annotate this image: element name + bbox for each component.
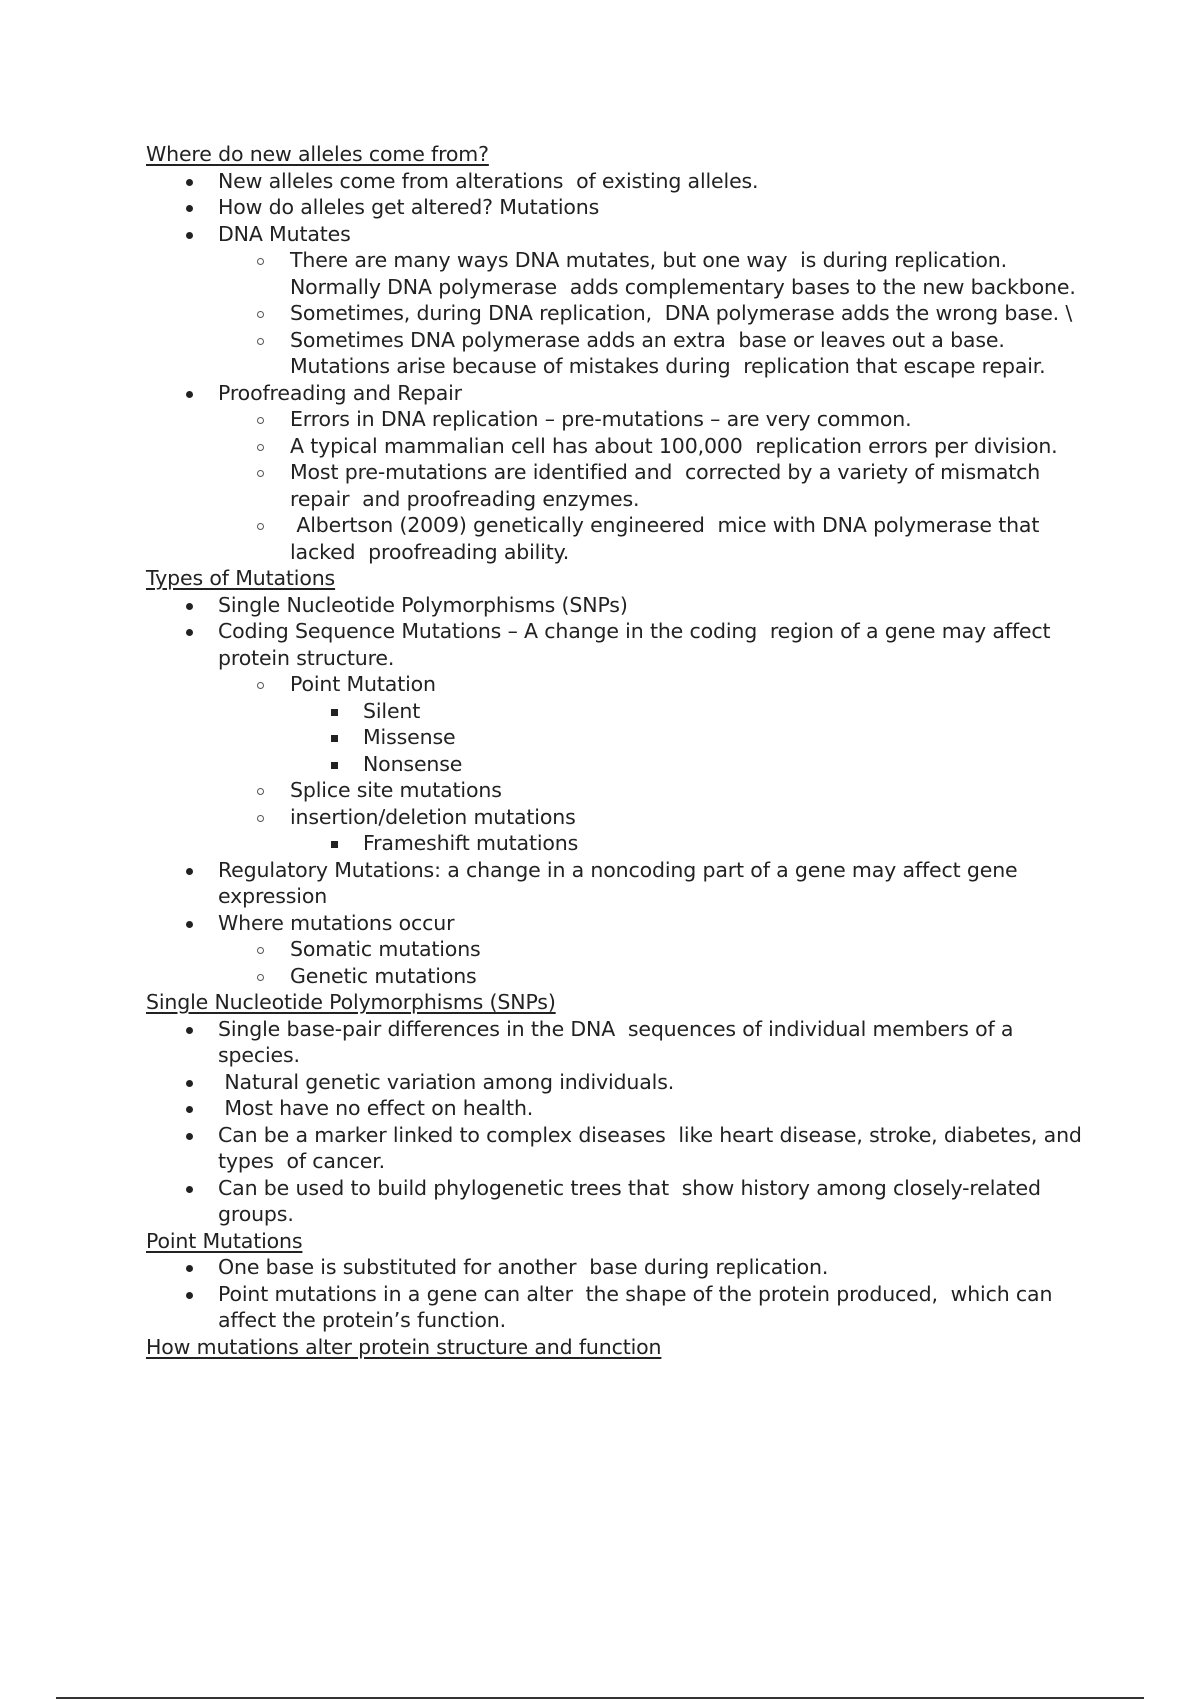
list-item: Sometimes, during DNA replication, DNA polymerase adds the wrong base. \	[146, 300, 1096, 327]
list-item: Somatic mutations	[146, 936, 1096, 963]
list-item: Missense	[146, 724, 1096, 751]
bullet-list	[146, 168, 1096, 566]
list-item: Albertson (2009) genetically engineered mice with DNA polymerase that lacked proofreading ability.	[146, 512, 1096, 565]
list-item: Proofreading and Repair	[146, 380, 1096, 407]
list-item: New alleles come from alterations of existing alleles.	[146, 168, 1096, 195]
list-item: Single base-pair differences in the DNA sequences of individual members of a species.	[146, 1016, 1096, 1069]
section-heading: Where do new alleles come from?	[146, 142, 489, 166]
section-heading: Types of Mutations	[146, 566, 336, 590]
list-item: How do alleles get altered? Mutations	[146, 194, 1096, 221]
list-item: Point mutations in a gene can alter the shape of the protein produced, which can affect the protein’s function.	[146, 1281, 1096, 1334]
page-bottom-rule	[56, 1697, 1144, 1699]
list-item: Sometimes DNA polymerase adds an extra base or leaves out a base. Mutations arise because of mistakes during replication that escape repair.	[146, 327, 1096, 380]
list-item: Frameshift mutations	[146, 830, 1096, 857]
list-item: Regulatory Mutations: a change in a noncoding part of a gene may affect gene expression	[146, 857, 1096, 910]
list-item: Single Nucleotide Polymorphisms (SNPs)	[146, 592, 1096, 619]
list-item: insertion/deletion mutations	[146, 804, 1096, 831]
list-item: Point Mutation	[146, 671, 1096, 698]
list-item: Natural genetic variation among individuals.	[146, 1069, 1096, 1096]
document-page	[146, 141, 1096, 1360]
bullet-list	[146, 1254, 1096, 1334]
list-item: There are many ways DNA mutates, but one way is during replication. Normally DNA polymerase adds complementary bases to the new backbone.	[146, 247, 1096, 300]
list-item: Can be used to build phylogenetic trees that show history among closely-related groups.	[146, 1175, 1096, 1228]
bullet-list	[146, 1016, 1096, 1228]
list-item: Where mutations occur	[146, 910, 1096, 937]
bullet-list	[146, 592, 1096, 990]
list-item: Most have no effect on health.	[146, 1095, 1096, 1122]
list-item: Can be a marker linked to complex diseases like heart disease, stroke, diabetes, and types of cancer.	[146, 1122, 1096, 1175]
section-heading: Point Mutations	[146, 1228, 303, 1253]
list-item: Nonsense	[146, 751, 1096, 778]
list-item: Genetic mutations	[146, 963, 1096, 990]
list-item: Splice site mutations	[146, 777, 1096, 804]
list-item: A typical mammalian cell has about 100,000 replication errors per division.	[146, 433, 1096, 460]
list-item: Silent	[146, 698, 1096, 725]
list-item: Errors in DNA replication – pre-mutations – are very common.	[146, 406, 1096, 433]
list-item: Coding Sequence Mutations – A change in the coding region of a gene may affect protein structure.	[146, 618, 1096, 671]
list-item: DNA Mutates	[146, 221, 1096, 248]
list-item: Most pre-mutations are identified and corrected by a variety of mismatch repair and proofreading enzymes.	[146, 459, 1096, 512]
section-heading: Single Nucleotide Polymorphisms (SNPs)	[146, 990, 556, 1014]
list-item: One base is substituted for another base during replication.	[146, 1254, 1096, 1281]
section-heading: How mutations alter protein structure and function	[146, 1334, 662, 1359]
